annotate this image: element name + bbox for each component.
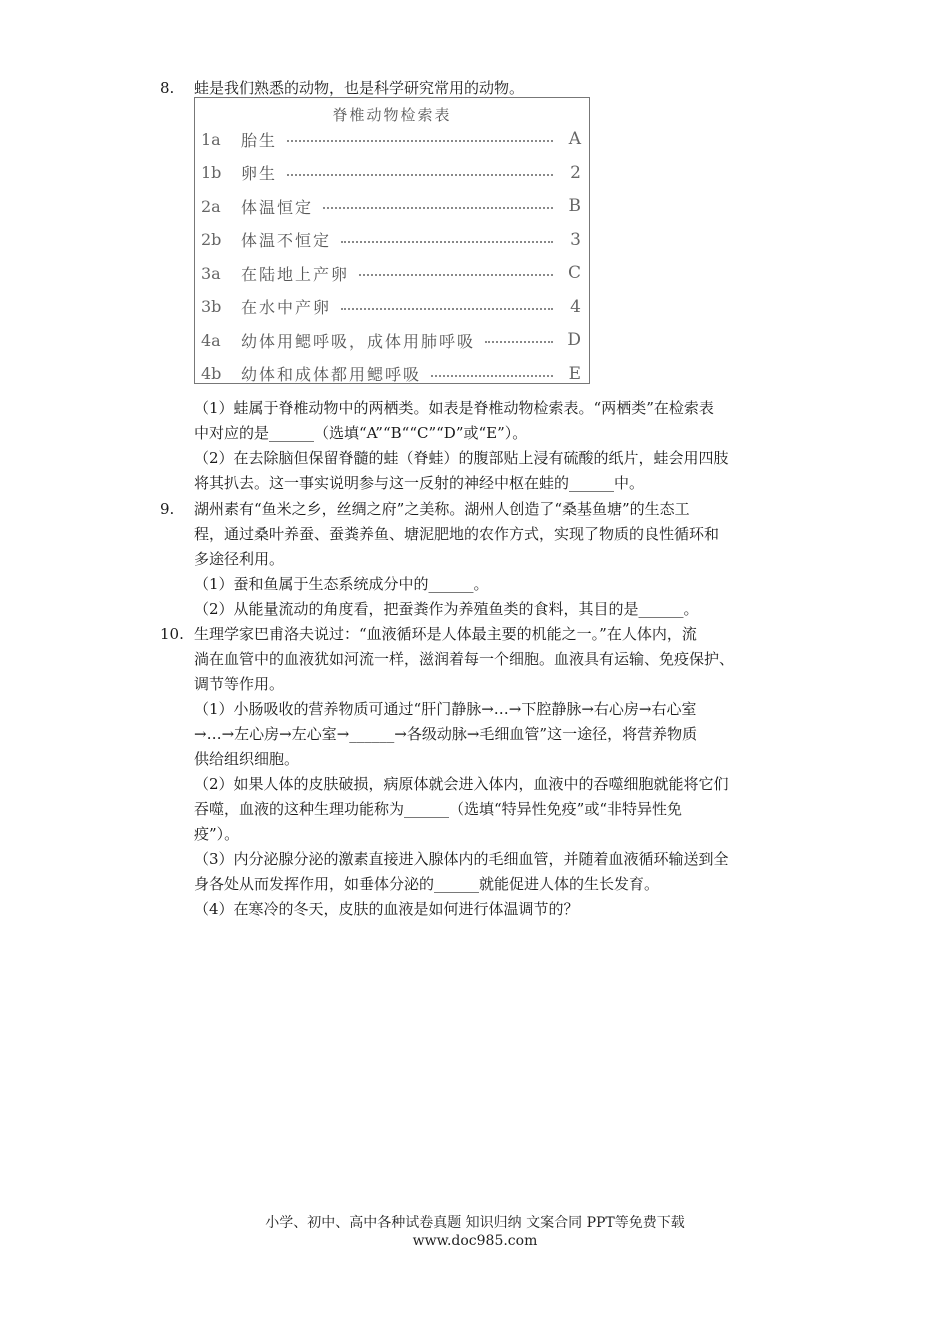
row-text: 幼体和成体都用鳃呼吸 [241, 365, 422, 384]
row-text: 在水中产卵 [241, 298, 332, 317]
q8-part2-line1: （2）在去除脑但保留脊髓的蛙（脊蛙）的腹部贴上浸有硫酸的纸片，蛙会用四肢 [194, 449, 729, 467]
table-row [201, 191, 581, 221]
row-code: 4a [201, 330, 221, 350]
question-number: 10. [160, 625, 184, 643]
row-code: 3a [201, 263, 221, 283]
q10-stem-line1: 生理学家巴甫洛夫说过：“血液循环是人体最主要的机能之一。”在人体内，流 [194, 625, 697, 643]
footer-url[interactable]: www.doc985.com [412, 1233, 538, 1249]
row-text: 体温不恒定 [241, 231, 332, 250]
q10-part4: （4）在寒冷的冬天，皮肤的血液是如何进行体温调节的？ [194, 900, 579, 918]
row-result: 2 [570, 162, 581, 183]
row-result: E [568, 363, 581, 384]
dot-leader [341, 241, 553, 243]
table-row [201, 258, 581, 288]
q9-part2: （2）从能量流动的角度看，把蚕粪作为养殖鱼类的食料，其目的是______。 [194, 600, 699, 618]
row-code: 1a [201, 129, 221, 149]
q8-part1-line1: （1）蛙属于脊椎动物中的两栖类。如表是脊椎动物检索表。“两栖类”在检索表 [194, 399, 714, 417]
table-row [201, 359, 581, 389]
row-text: 幼体用鳃呼吸，成体用肺呼吸 [241, 331, 476, 351]
q8-part2-line2: 将其扒去。这一事实说明参与这一反射的神经中枢在蛙的______中。 [194, 474, 645, 492]
footer-line1: 小学、初中、高中各种试卷真题 知识归纳 文案合同 PPT等免费下载 [265, 1215, 685, 1231]
table-row [201, 225, 581, 255]
q10-part3-line2: 身各处从而发挥作用，如垂体分泌的______就能促进人体的生长发育。 [194, 875, 660, 893]
q10-stem-line2: 淌在血管中的血液犹如河流一样，滋润着每一个细胞。血液具有运输、免疫保护、 [194, 650, 735, 668]
row-text: 胎生 [241, 130, 278, 150]
q10-part1-line2: →…→左心房→左心室→______→各级动脉→毛细血管”这一途径，将营养物质 [194, 725, 698, 743]
dot-leader [341, 308, 553, 310]
q10-stem-line3: 调节等作用。 [194, 675, 285, 693]
row-result: 4 [570, 296, 581, 317]
dot-leader [287, 140, 553, 142]
row-code: 2a [201, 196, 221, 216]
question-number: 8. [160, 79, 175, 97]
dot-leader [287, 174, 553, 176]
row-text: 卵生 [241, 164, 278, 183]
q10-part2-line2: 吞噬，血液的这种生理功能称为______（选填“特异性免疫”或“非特异性免 [194, 800, 683, 818]
q10-part2-line1: （2）如果人体的皮肤破损，病原体就会进入体内，血液中的吞噬细胞就能将它们 [194, 775, 729, 793]
dot-leader [485, 341, 553, 343]
q10-part2-line3: 疫”）。 [194, 825, 240, 843]
dot-leader [359, 274, 553, 276]
question-number: 9. [160, 500, 175, 518]
dot-leader [323, 207, 553, 209]
row-result: 3 [570, 229, 581, 250]
row-code: 2b [201, 230, 222, 249]
row-result: A [568, 129, 581, 149]
row-result: C [567, 263, 581, 283]
table-row [201, 292, 581, 322]
q8-part1-line2: 中对应的是______（选填“A”“B““C”“D”或“E”）。 [194, 424, 528, 442]
vertebrate-key-table [194, 97, 590, 384]
question-stem: 蛙是我们熟悉的动物，也是科学研究常用的动物。 [194, 79, 525, 97]
table-row [201, 124, 581, 154]
table-row [201, 325, 581, 355]
q10-part1-line1: （1）小肠吸收的营养物质可通过“肝门静脉→…→下腔静脉→右心房→右心室 [194, 700, 697, 718]
row-result: B [568, 196, 581, 216]
q10-part1-line3: 供给组织细胞。 [194, 750, 300, 768]
table-title: 脊椎动物检索表 [332, 106, 452, 124]
q9-stem-line3: 多途径利用。 [194, 550, 285, 568]
row-result: D [567, 330, 581, 350]
question-9 [160, 497, 800, 622]
q9-stem-line1: 湖州素有“鱼米之乡，丝绸之府”之美称。湖州人创造了“桑基鱼塘”的生态工 [194, 500, 690, 518]
row-code: 1b [201, 163, 222, 182]
dot-leader [431, 375, 553, 377]
row-code: 4b [201, 364, 222, 383]
question-10 [160, 622, 800, 922]
q10-part3-line1: （3）内分泌腺分泌的激素直接进入腺体内的毛细血管，并随着血液循环输送到全 [194, 850, 729, 868]
row-code: 3b [201, 297, 222, 316]
row-text: 体温恒定 [241, 197, 314, 217]
question-8-parts [160, 396, 800, 496]
row-text: 在陆地上产卵 [241, 264, 350, 284]
q9-part1: （1）蚕和鱼属于生态系统成分中的______。 [194, 575, 489, 593]
table-row [201, 158, 581, 188]
q9-stem-line2: 程，通过桑叶养蚕、蚕粪养鱼、塘泥肥地的农作方式，实现了物质的良性循环和 [194, 525, 720, 543]
